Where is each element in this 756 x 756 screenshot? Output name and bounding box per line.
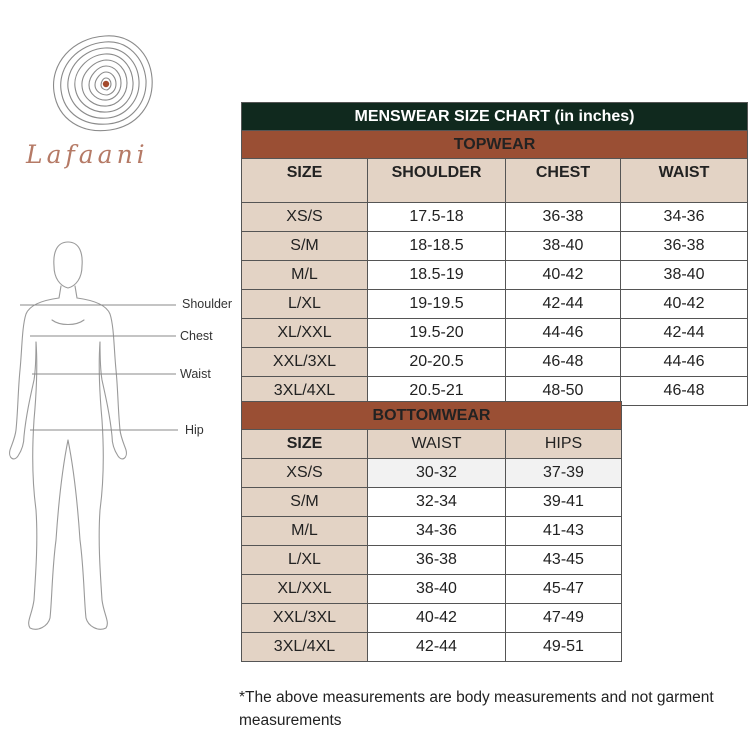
table-row (242, 319, 748, 348)
header-shoulder: SHOULDER (368, 159, 506, 203)
shoulder-cell: 17.5-18 (368, 203, 506, 232)
table-row (242, 203, 748, 232)
chest-cell: 40-42 (506, 261, 621, 290)
size-cell: XS/S (242, 459, 368, 488)
hips-cell: 39-41 (506, 488, 622, 517)
shoulder-cell: 19.5-20 (368, 319, 506, 348)
size-cell: L/XL (242, 290, 368, 319)
waist-cell: 42-44 (621, 319, 748, 348)
bottomwear-label: BOTTOMWEAR (242, 402, 622, 430)
table-row (242, 459, 622, 488)
topwear-header-row (242, 159, 748, 203)
size-cell: M/L (242, 261, 368, 290)
chest-cell: 46-48 (506, 348, 621, 377)
chart-title: MENSWEAR SIZE CHART (in inches) (242, 103, 748, 131)
header-waist: WAIST (621, 159, 748, 203)
table-row (242, 633, 622, 662)
header-hips: HIPS (506, 430, 622, 459)
hips-cell: 47-49 (506, 604, 622, 633)
table-row (242, 348, 748, 377)
waist-cell: 38-40 (368, 575, 506, 604)
size-cell: XS/S (242, 203, 368, 232)
shoulder-cell: 18.5-19 (368, 261, 506, 290)
topwear-section-row (242, 131, 748, 159)
header-chest: CHEST (506, 159, 621, 203)
table-row (242, 232, 748, 261)
size-cell: 3XL/4XL (242, 377, 368, 406)
chart-title-row (242, 103, 748, 131)
table-row (242, 290, 748, 319)
chest-cell: 36-38 (506, 203, 621, 232)
brand-logo (20, 28, 180, 178)
table-row (242, 261, 748, 290)
waist-cell: 34-36 (621, 203, 748, 232)
size-cell: 3XL/4XL (242, 633, 368, 662)
table-row (242, 546, 622, 575)
size-cell: XL/XXL (242, 319, 368, 348)
table-row (242, 488, 622, 517)
tree-ring-logo-icon (20, 28, 180, 143)
chest-cell: 38-40 (506, 232, 621, 261)
waist-cell: 46-48 (621, 377, 748, 406)
table-row (242, 517, 622, 546)
waist-cell: 30-32 (368, 459, 506, 488)
waist-cell: 40-42 (368, 604, 506, 633)
chest-cell: 44-46 (506, 319, 621, 348)
bottomwear-size-table (241, 401, 622, 662)
chest-cell: 42-44 (506, 290, 621, 319)
table-row (242, 604, 622, 633)
header-waist: WAIST (368, 430, 506, 459)
shoulder-label: Shoulder (182, 297, 233, 311)
waist-label: Waist (180, 367, 211, 381)
size-cell: S/M (242, 488, 368, 517)
body-measurement-figure (0, 230, 240, 650)
table-row (242, 575, 622, 604)
waist-cell: 42-44 (368, 633, 506, 662)
size-cell: XXL/3XL (242, 348, 368, 377)
size-cell: XXL/3XL (242, 604, 368, 633)
hips-cell: 49-51 (506, 633, 622, 662)
size-cell: S/M (242, 232, 368, 261)
shoulder-cell: 19-19.5 (368, 290, 506, 319)
bottomwear-header-row (242, 430, 622, 459)
size-cell: M/L (242, 517, 368, 546)
chest-label: Chest (180, 329, 213, 343)
chest-cell: 48-50 (506, 377, 621, 406)
waist-cell: 38-40 (621, 261, 748, 290)
hips-cell: 43-45 (506, 546, 622, 575)
measurement-footnote: *The above measurements are body measurements and not garment measurements (239, 689, 714, 729)
bottomwear-section-row (242, 402, 622, 430)
topwear-label: TOPWEAR (242, 131, 748, 159)
shoulder-cell: 18-18.5 (368, 232, 506, 261)
hip-label: Hip (185, 423, 204, 437)
topwear-size-table (241, 102, 748, 406)
male-body-outline-icon (0, 230, 240, 650)
header-size: SIZE (242, 159, 368, 203)
waist-cell: 34-36 (368, 517, 506, 546)
waist-cell: 40-42 (621, 290, 748, 319)
hips-cell: 41-43 (506, 517, 622, 546)
size-cell: L/XL (242, 546, 368, 575)
size-cell: XL/XXL (242, 575, 368, 604)
shoulder-cell: 20-20.5 (368, 348, 506, 377)
hips-cell: 45-47 (506, 575, 622, 604)
waist-cell: 36-38 (621, 232, 748, 261)
hips-cell: 37-39 (506, 459, 622, 488)
waist-cell: 36-38 (368, 546, 506, 575)
shoulder-cell: 20.5-21 (368, 377, 506, 406)
waist-cell: 44-46 (621, 348, 748, 377)
brand-name: Lafaani (26, 140, 149, 169)
waist-cell: 32-34 (368, 488, 506, 517)
header-size: SIZE (242, 430, 368, 459)
